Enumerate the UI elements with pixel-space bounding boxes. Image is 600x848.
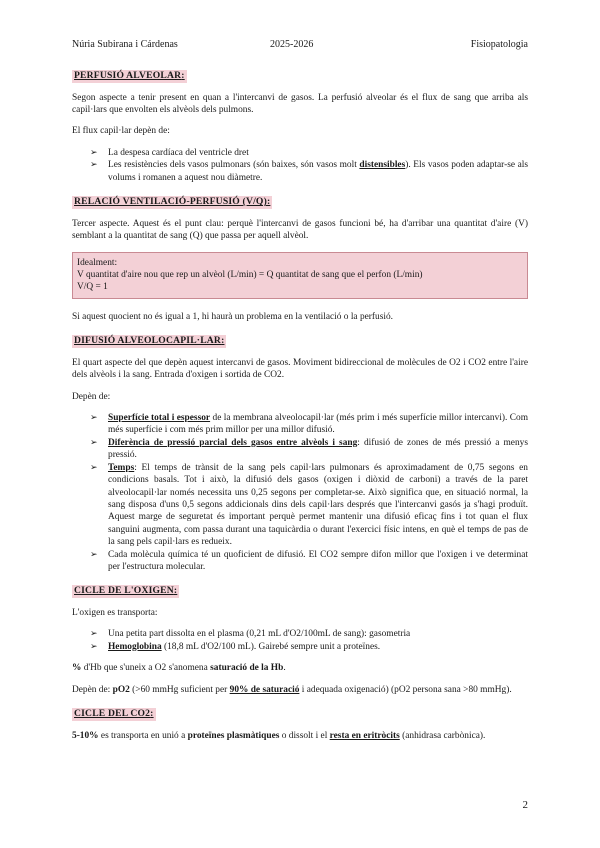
perfusio-intro: Segon aspecte a tenir present en quan a l'intercanvi de gasos. La perfusió alveolar és el flux de sang que arriba als capil·lars que envolten els alvèols dels pulmons. bbox=[72, 92, 528, 116]
heading-oxigen: CICLE DE L'OXIGEN: bbox=[74, 585, 178, 597]
difusio-list bbox=[72, 412, 528, 573]
header-subject: Fisiopatologia bbox=[470, 39, 528, 50]
ideal-ratio-box bbox=[72, 252, 528, 299]
perfusio-flux-intro: El flux capil·lar depèn de: bbox=[72, 126, 170, 137]
difusio-depen: Depèn de: bbox=[72, 391, 111, 402]
arrow-bullet-icon: ➢ bbox=[90, 640, 98, 651]
ventilacio-after: Si aquest quocient no és igual a 1, hi haurà un problema en la ventilació o la perfusió. bbox=[72, 311, 394, 322]
ventilacio-intro: Tercer aspecte. Aquest és el punt clau: perquè l'intercanvi de gasos funcioni bé, ha d'arribar una quantitat d'aire (V) semblant a la quantitat de sang (Q) que passa per aquell alvèol. bbox=[72, 218, 528, 242]
page-content bbox=[72, 70, 528, 742]
box-line-2: V quantitat d'aire nou que rep un alvèol (L/min) = Q quantitat de sang que el perfon (L/min) bbox=[77, 269, 423, 280]
oxigen-depen: Depèn de: pO2 (>60 mmHg suficient per 90% de saturació i adequada oxigenació) (pO2 persona sana >80 mmHg). bbox=[72, 684, 512, 695]
list-item: ➢ Superfície total i espessor de la membrana alveolocapil·lar (més prim i més superfície millor intercanvi). Com més superfície i com més prim millor per una millor difusió. bbox=[90, 412, 528, 436]
perfusio-list bbox=[72, 147, 528, 184]
header-year: 2025-2026 bbox=[270, 39, 314, 50]
heading-difusio: DIFUSIÓ ALVEOLOCAPIL·LAR: bbox=[74, 335, 225, 347]
arrow-bullet-icon: ➢ bbox=[90, 628, 98, 639]
page-header bbox=[72, 38, 528, 52]
list-item: ➢ Diferència de pressió parcial dels gasos entre alvèols i sang: difusió de zones de més pressió a menys pressió. bbox=[90, 436, 528, 461]
co2-text: 5-10% es transporta en unió a proteïnes plasmàtiques o dissolt i el resta en eritròcits (anhidrasa carbònica). bbox=[72, 730, 486, 741]
difusio-intro: El quart aspecte del que depèn aquest intercanvi de gasos. Moviment bidireccional de molècules de O2 i CO2 entre l'aire dels alvèols i la sang. Entrada d'oxigen i sortida de CO2. bbox=[72, 357, 528, 381]
list-item: ➢ Cada molècula química té un quoficient de difusió. El CO2 sempre difon millor que l'oxigen i ve determinat per l'estructura molecular. bbox=[90, 548, 528, 572]
section-difusio bbox=[72, 335, 528, 573]
oxigen-saturacio: % d'Hb que s'uneix a O2 s'anomena saturació de la Hb. bbox=[72, 663, 286, 674]
list-item: ➢ Temps: El temps de trànsit de la sang pels capil·lars pulmonars és aproximadament de 0,75 segons en condicions basals. Tot i això, la difusió dels gasos (oxigen i diòxid de carboni) a través de la paret alveolocapil·lar només necessita uns 0,25 segons per completar-se. Això significa que, en situació normal, la sang disposa d'uns 0,5 segons addicionals dins dels capil·lars després que l'intercanvi gasós ja s'hagi produït. Aquest marge de seguretat és important perquè permet mantenir una difusió eficaç fins i tot quan el flux sanguini augmenta, com passa durant una taquicàrdia o durant l'exercici físic intens, en què el temps de pas de la sang pels capil·lars es redueix. bbox=[90, 461, 528, 548]
arrow-bullet-icon: ➢ bbox=[90, 159, 98, 170]
list-item: ➢ La despesa cardíaca del ventricle dret bbox=[90, 146, 249, 158]
arrow-bullet-icon: ➢ bbox=[90, 461, 98, 472]
section-co2 bbox=[72, 708, 528, 742]
arrow-bullet-icon: ➢ bbox=[90, 436, 98, 447]
oxigen-list bbox=[72, 628, 528, 653]
oxigen-intro: L'oxigen es transporta: bbox=[72, 608, 158, 618]
box-line-3: V/Q = 1 bbox=[77, 282, 108, 293]
list-item: ➢ Les resistències dels vasos pulmonars (són baixes, són vasos molt distensibles). Els vasos poden adaptar-se als volums i romanen a aquest nou diàmetre. bbox=[90, 159, 528, 183]
list-item: ➢ Una petita part dissolta en el plasma (0,21 mL d'O2/100mL de sang): gasometria bbox=[90, 628, 411, 640]
arrow-bullet-icon: ➢ bbox=[90, 412, 98, 423]
heading-co2: CICLE DEL CO2: bbox=[74, 708, 154, 720]
section-perfusio bbox=[72, 70, 528, 184]
list-item: ➢ Hemoglobina (18,8 mL d'O2/100 mL). Gairebé sempre unit a proteïnes. bbox=[90, 640, 381, 652]
arrow-bullet-icon: ➢ bbox=[90, 146, 98, 157]
section-ventilacio bbox=[72, 196, 528, 323]
heading-ventilacio: RELACIÓ VENTILACIÓ-PERFUSIÓ (V/Q): bbox=[74, 196, 271, 208]
page-number: 2 bbox=[522, 799, 528, 811]
header-author: Núria Subirana i Cárdenas bbox=[72, 39, 178, 50]
heading-perfusio: PERFUSIÓ ALVEOLAR: bbox=[74, 70, 185, 81]
box-line-1: Idealment: bbox=[77, 257, 118, 268]
arrow-bullet-icon: ➢ bbox=[90, 548, 98, 559]
section-oxigen bbox=[72, 585, 528, 696]
